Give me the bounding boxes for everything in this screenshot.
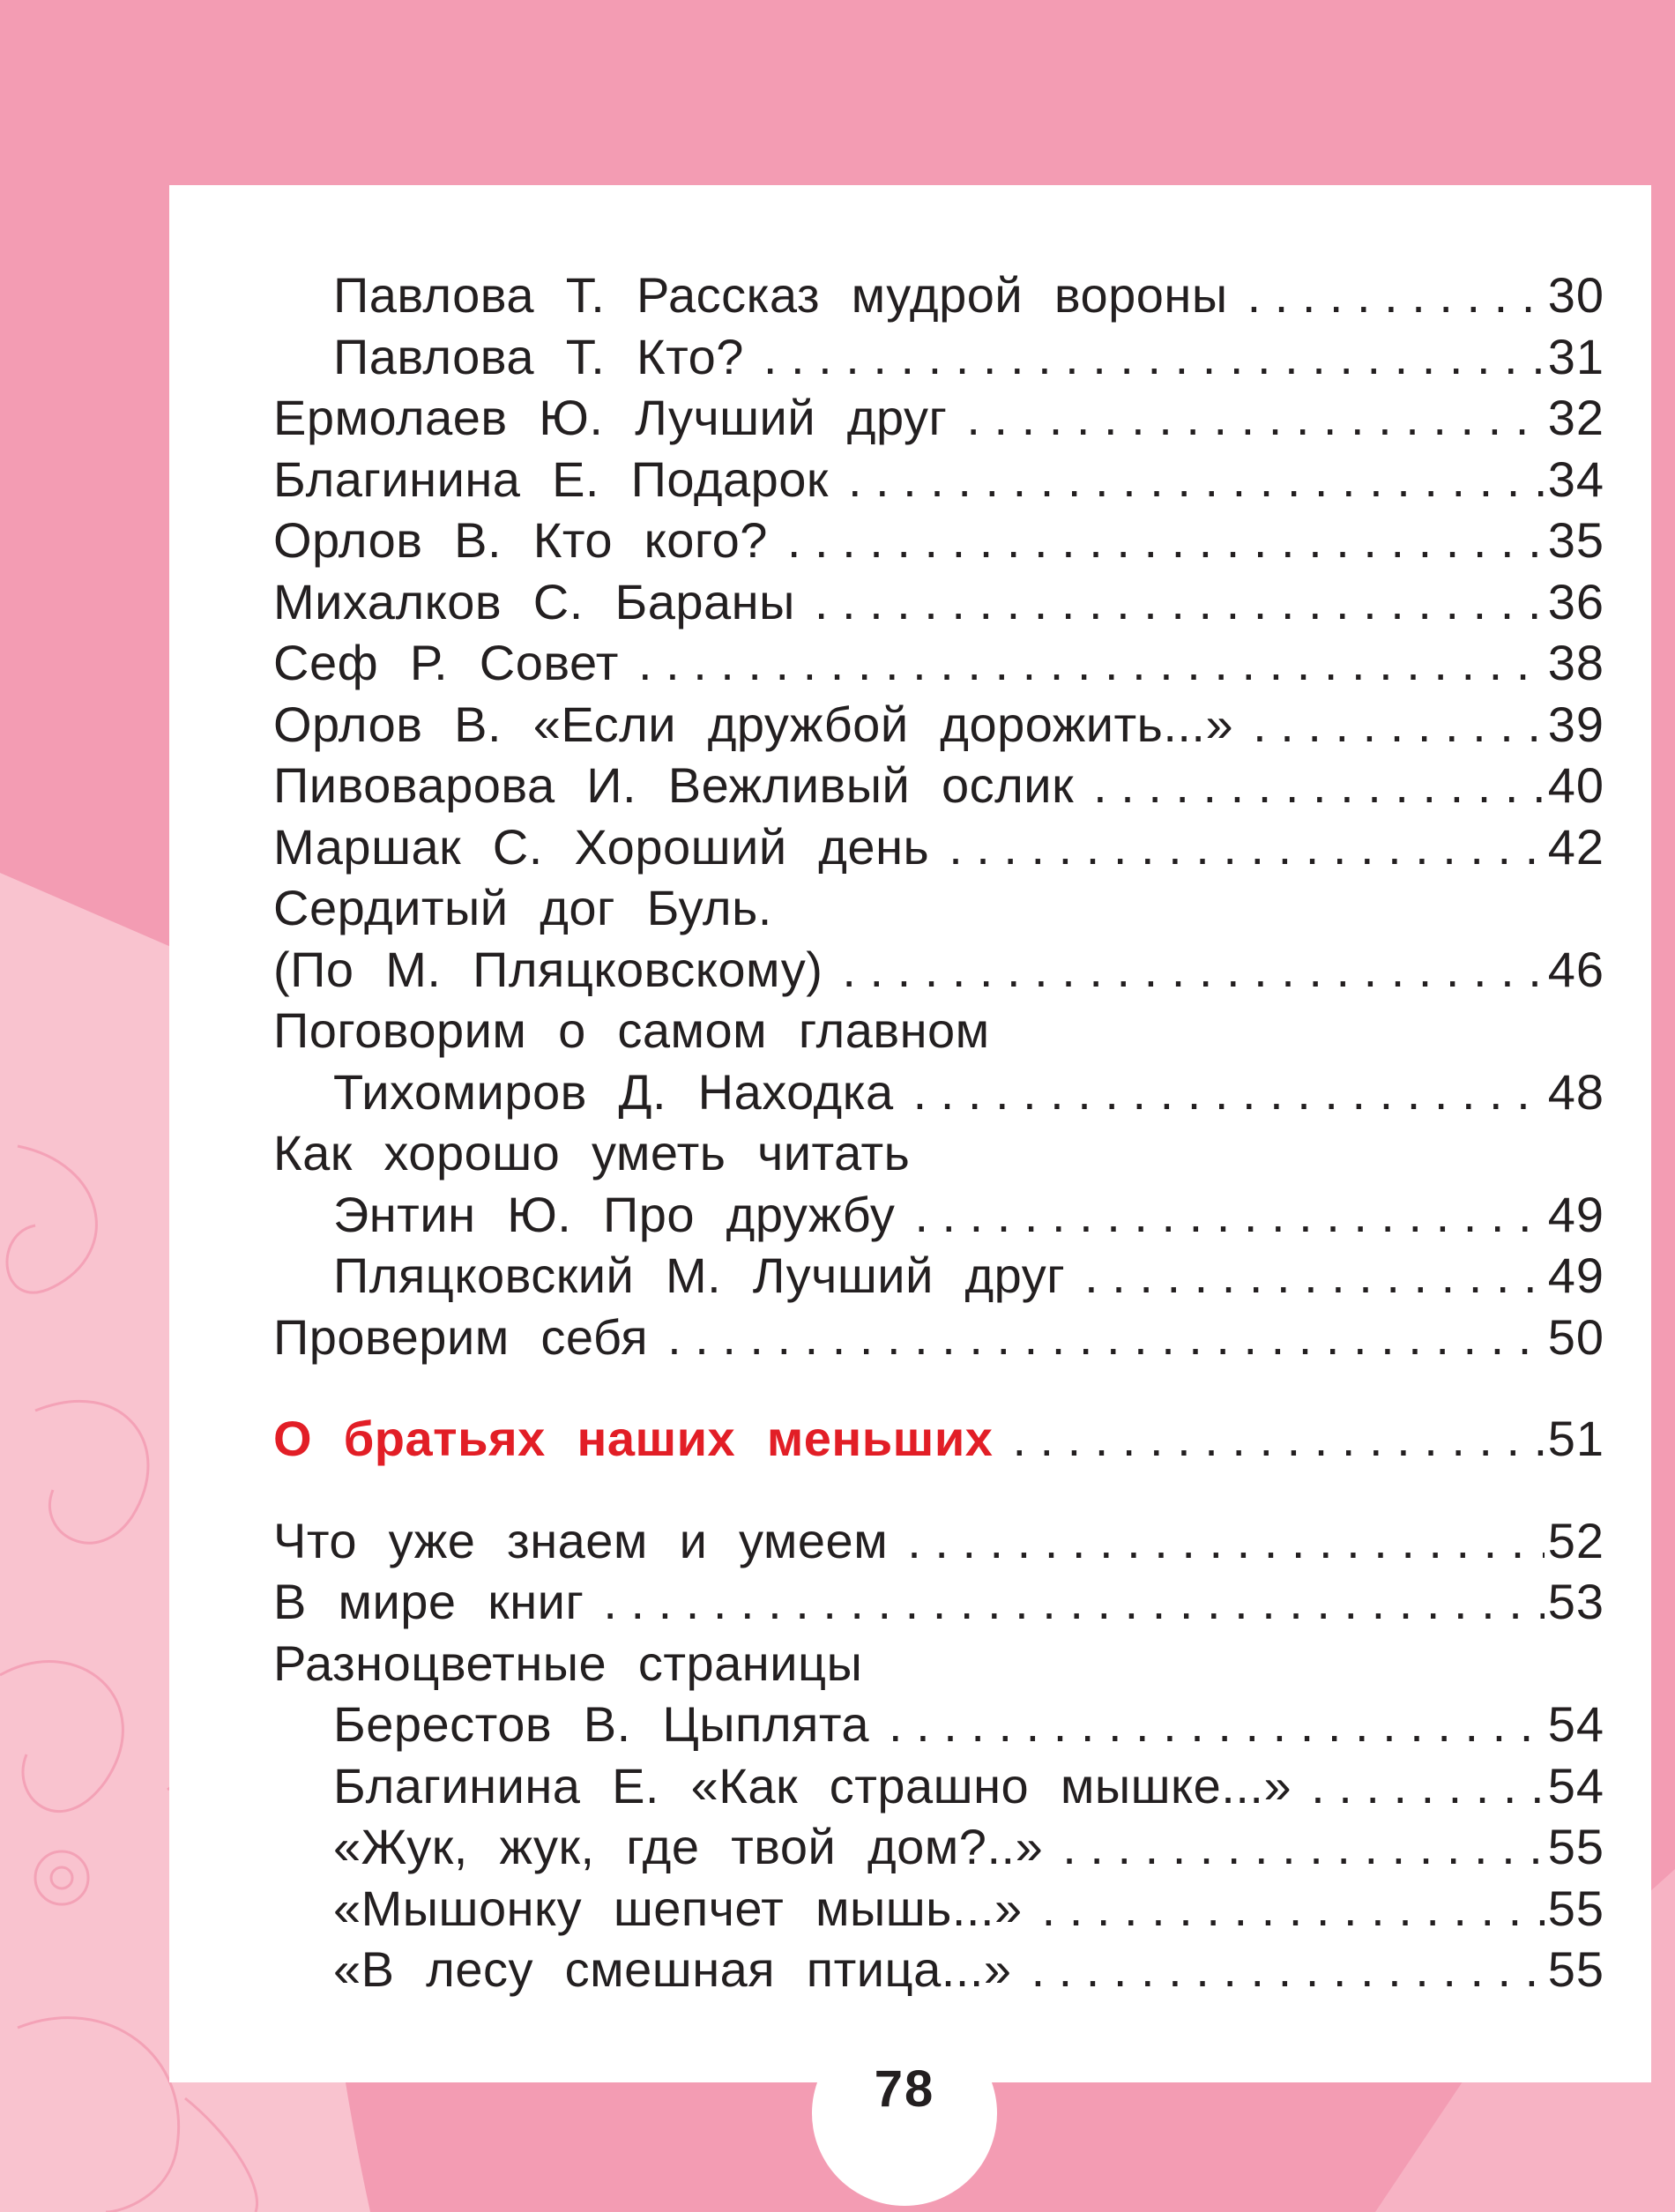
toc-leader-dots — [913, 1061, 1545, 1123]
toc-leader-dots — [603, 1571, 1544, 1633]
toc-leader-dots — [907, 1510, 1545, 1572]
toc-entry-title: Ермолаев Ю. Лучший друг — [273, 390, 948, 445]
toc-entry-title: Орлов В. Кто кого? — [273, 512, 768, 568]
toc-section-heading — [273, 1408, 1604, 1470]
toc-page-number: 52 — [1547, 1512, 1604, 1568]
toc-entry-title: «Мышонку шепчет мышь...» — [333, 1880, 1023, 1936]
toc-page-number: 40 — [1547, 757, 1604, 813]
toc-page-number: 34 — [1547, 451, 1604, 507]
page-number: 78 — [874, 2060, 935, 2118]
toc-page-number: 55 — [1547, 1941, 1604, 1997]
toc-entry — [273, 1122, 1604, 1184]
toc-leader-dots — [1253, 694, 1545, 756]
toc-page-number: 46 — [1547, 941, 1604, 997]
toc-entry — [273, 1816, 1604, 1878]
toc-entry — [273, 510, 1604, 571]
toc-page-number: 54 — [1547, 1696, 1604, 1752]
toc-leader-dots — [1093, 755, 1545, 816]
toc-leader-dots — [949, 816, 1545, 878]
toc-page-number: 53 — [1547, 1574, 1604, 1629]
toc-leader-dots — [889, 1694, 1545, 1755]
toc-page-number: 55 — [1547, 1819, 1604, 1874]
toc-entry — [273, 387, 1604, 449]
toc-leader-dots — [1084, 1245, 1545, 1307]
toc-entry-title: Михалков С. Бараны — [273, 573, 795, 629]
toc-page-number: 50 — [1547, 1308, 1604, 1365]
toc-entry-title: «В лесу смешная птица...» — [333, 1941, 1012, 1997]
toc-entry-title: Павлова Т. Кто? — [333, 328, 744, 384]
toc-entry — [273, 1245, 1604, 1307]
toc-leader-dots — [848, 449, 1545, 510]
toc-entry-title: Пивоварова И. Вежливый ослик — [273, 757, 1075, 813]
toc-page-number: 42 — [1547, 818, 1604, 875]
toc-page-number: 54 — [1547, 1757, 1604, 1814]
toc-leader-dots — [667, 1307, 1545, 1368]
toc-leader-dots — [763, 326, 1545, 388]
toc-entry-title: Сеф Р. Совет — [273, 635, 619, 690]
toc-entry — [273, 1694, 1604, 1755]
toc-entry-title: Берестов В. Цыплята — [333, 1696, 869, 1752]
toc-entry-title: Сердитый дог Буль. — [273, 880, 772, 935]
toc-entry — [273, 1184, 1604, 1246]
toc-entry-title: Павлова Т. Рассказ мудрой вороны — [333, 267, 1228, 323]
toc-entry-title: (По М. Пляцковскому) — [273, 941, 823, 997]
toc-entry — [273, 1878, 1604, 1940]
toc-leader-dots — [1031, 1939, 1545, 2000]
toc-entry-title: Проверим себя — [273, 1308, 649, 1365]
toc-entry-title: Орлов В. «Если дружбой дорожить...» — [273, 696, 1234, 752]
toc-page-number: 51 — [1547, 1411, 1604, 1466]
toc-entry — [273, 1000, 1604, 1061]
toc-entry — [273, 694, 1604, 756]
toc-entry — [273, 449, 1604, 510]
toc-leader-dots — [842, 939, 1544, 1001]
toc-page-number: 48 — [1547, 1063, 1604, 1120]
toc-leader-dots — [1012, 1408, 1544, 1470]
toc-page-number: 36 — [1547, 573, 1604, 629]
toc-entry — [273, 1307, 1604, 1368]
toc-entry-title: Разноцветные страницы — [273, 1635, 863, 1691]
toc-entry-title: В мире книг — [273, 1574, 584, 1629]
toc-page-number: 49 — [1547, 1248, 1604, 1303]
toc-entry-title: «Жук, жук, где твой дом?..» — [333, 1819, 1044, 1874]
toc-page-number: 38 — [1547, 635, 1604, 690]
toc-entry-title: Благинина Е. «Как страшно мышке...» — [333, 1757, 1292, 1814]
toc-entry-title: Поговорим о самом главном — [273, 1002, 990, 1058]
toc-entry-title: О братьях наших меньших — [273, 1411, 994, 1466]
toc-entry-title: Пляцковский М. Лучший друг — [333, 1248, 1066, 1303]
toc-entry — [273, 755, 1604, 816]
toc-leader-dots — [815, 571, 1545, 633]
toc-leader-dots — [1042, 1878, 1545, 1940]
toc-leader-dots — [1311, 1755, 1545, 1817]
toc-entry — [273, 816, 1604, 878]
toc-entry — [273, 1571, 1604, 1633]
toc-entry — [273, 264, 1604, 326]
toc-page-number: 39 — [1547, 696, 1604, 752]
toc-leader-dots — [914, 1184, 1544, 1246]
toc-entry — [273, 326, 1604, 388]
toc-entry-title: Энтин Ю. Про дружбу — [333, 1186, 896, 1242]
toc-entry — [273, 1633, 1604, 1694]
toc-page-number: 35 — [1547, 512, 1604, 568]
toc-leader-dots — [638, 632, 1545, 694]
toc-entry — [273, 1939, 1604, 2000]
toc-page-number: 30 — [1547, 267, 1604, 323]
toc-entry-title: Что уже знаем и умеем — [273, 1512, 889, 1568]
toc-leader-dots — [787, 510, 1545, 571]
toc-entry — [273, 571, 1604, 633]
toc-entry-title: Благинина Е. Подарок — [273, 451, 829, 507]
toc-entry — [273, 1061, 1604, 1123]
toc-entry — [273, 1755, 1604, 1817]
toc-page-number: 31 — [1547, 328, 1604, 384]
toc-leader-dots — [1247, 264, 1545, 326]
toc-entry — [273, 939, 1604, 1001]
toc-entry — [273, 632, 1604, 694]
toc-entry-title: Тихомиров Д. Находка — [333, 1063, 894, 1120]
toc-page-number: 55 — [1547, 1880, 1604, 1936]
toc-page-number: 32 — [1547, 390, 1604, 445]
table-of-contents — [273, 264, 1604, 2000]
toc-entry — [273, 1510, 1604, 1572]
toc-entry-title: Маршак С. Хороший день — [273, 818, 930, 875]
toc-entry — [273, 877, 1604, 939]
toc-page-number: 49 — [1547, 1186, 1604, 1242]
toc-entry-title: Как хорошо уметь читать — [273, 1125, 911, 1180]
page-number-badge — [812, 2021, 997, 2206]
toc-leader-dots — [1062, 1816, 1544, 1878]
toc-leader-dots — [966, 387, 1544, 449]
